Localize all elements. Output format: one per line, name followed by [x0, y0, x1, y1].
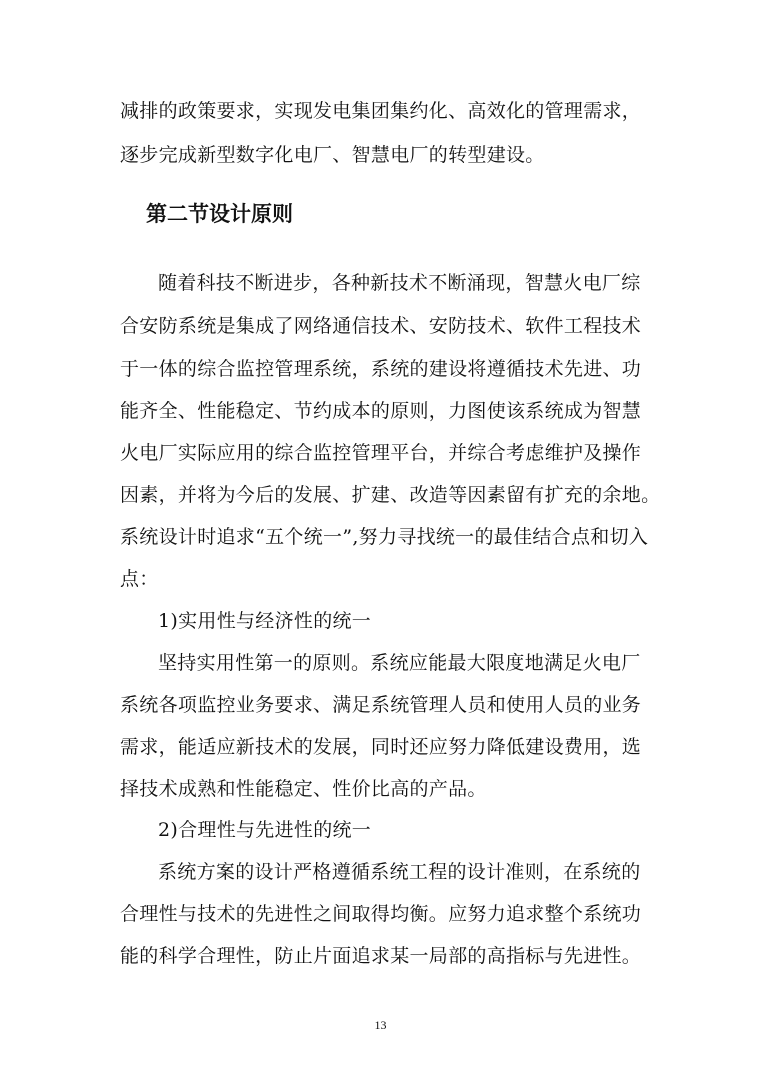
para1-line-8: 点： [120, 568, 159, 590]
para1-line-3: 于一体的综合监控管理系统，系统的建设将遵循技术先进、功 [120, 358, 642, 380]
item2-title: 2)合理性与先进性的统一 [158, 819, 372, 841]
para1-line-5: 火电厂实际应用的综合监控管理平台，并综合考虑维护及操作 [120, 442, 642, 464]
item2-line-1: 系统方案的设计严格遵循系统工程的设计准则，在系统的 [158, 861, 641, 883]
item2-line-3: 能的科学合理性，防止片面追求某一局部的高指标与先进性。 [120, 945, 642, 967]
intro-line-2: 逐步完成新型数字化电厂、智慧电厂的转型建设。 [120, 144, 545, 166]
para1-line-7: 系统设计时追求“五个统一”,努力寻找统一的最佳结合点和切入 [120, 526, 649, 548]
item2-line-2: 合理性与技术的先进性之间取得均衡。应努力追求整个系统功 [120, 903, 642, 925]
section-heading: 第二节设计原则 [146, 202, 293, 226]
intro-line-1: 减排的政策要求，实现发电集团集约化、高效化的管理需求， [120, 100, 642, 122]
item1-line-4: 择技术成熟和性能稳定、性价比高的产品。 [120, 778, 487, 800]
item1-line-2: 系统各项监控业务要求、满足系统管理人员和使用人员的业务 [120, 694, 642, 716]
item1-line-3: 需求，能适应新技术的发展，同时还应努力降低建设费用，选 [120, 736, 642, 758]
page-number: 13 [374, 1018, 387, 1032]
para1-line-1: 随着科技不断进步，各种新技术不断涌现，智慧火电厂综 [158, 272, 641, 294]
item1-title: 1)实用性与经济性的统一 [158, 610, 372, 632]
item1-line-1: 坚持实用性第一的原则。系统应能最大限度地满足火电厂 [158, 652, 641, 674]
para1-line-6: 因素，并将为今后的发展、扩建、改造等因素留有扩充的余地。 [120, 484, 661, 506]
para1-line-4: 能齐全、性能稳定、节约成本的原则，力图使该系统成为智慧 [120, 400, 642, 422]
para1-line-2: 合安防系统是集成了网络通信技术、安防技术、软件工程技术 [120, 315, 642, 337]
